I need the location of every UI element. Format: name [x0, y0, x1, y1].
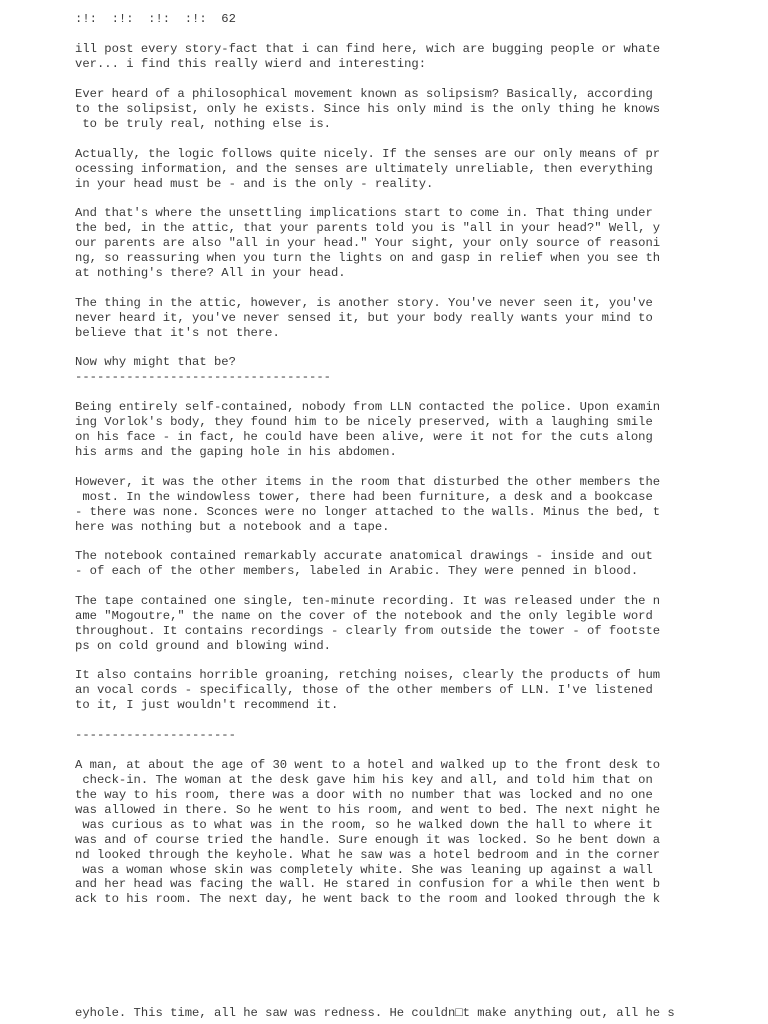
text-line: ver... i find this really wierd and interesting:: [75, 57, 427, 71]
text-line: was and of course tried the handle. Sure enough it was locked. So he bent down a: [75, 833, 661, 847]
text-line: our parents are also "all in your head." Your sight, your only source of reasoni: [75, 236, 661, 250]
text-line: Actually, the logic follows quite nicely. If the senses are our only means of pr: [75, 147, 661, 161]
text-line: and her head was facing the wall. He stared in confusion for a while then went b: [75, 877, 661, 891]
text-line: Being entirely self-contained, nobody from LLN contacted the police. Upon examin: [75, 400, 661, 414]
section-divider: -----------------------------------: [75, 370, 331, 384]
text-line: the bed, in the attic, that your parents told you is "all in your head?" Well, y: [75, 221, 661, 235]
text-line: was a woman whose skin was completely white. She was leaning up against a wall: [75, 863, 653, 877]
text-line: - there was none. Sconces were no longer attached to the walls. Minus the bed, t: [75, 505, 661, 519]
text-line: most. In the windowless tower, there had been furniture, a desk and a bookcase: [75, 490, 653, 504]
text-line: ack to his room. The next day, he went back to the room and looked through the k: [75, 892, 661, 906]
text-line: to be truly real, nothing else is.: [75, 117, 331, 131]
text-line: to the solipsist, only he exists. Since his only mind is the only thing he knows: [75, 102, 661, 116]
text-line: never heard it, you've never sensed it, but your body really wants your mind to: [75, 311, 653, 325]
text-line: ocessing information, and the senses are ultimately unreliable, then everything: [75, 162, 653, 176]
text-line: ill post every story-fact that i can find here, wich are bugging people or whate: [75, 42, 661, 56]
text-line: on his face - in fact, he could have been alive, were it not for the cuts along: [75, 430, 653, 444]
text-line: throughout. It contains recordings - clearly from outside the tower - of footste: [75, 624, 661, 638]
text-line: The notebook contained remarkably accurate anatomical drawings - inside and out: [75, 549, 653, 563]
text-line: an vocal cords - specifically, those of the other members of LLN. I've listened: [75, 683, 653, 697]
text-line: was allowed in there. So he went to his room, and went to bed. The next night he: [75, 803, 661, 817]
text-line: Now why might that be?: [75, 355, 236, 369]
text-line: check-in. The woman at the desk gave him his key and all, and told him that on: [75, 773, 653, 787]
text-line: ps on cold ground and blowing wind.: [75, 639, 331, 653]
text-line: believe that it's not there.: [75, 326, 280, 340]
text-line: It also contains horrible groaning, retching noises, clearly the products of hum: [75, 668, 661, 682]
text-line: nd looked through the keyhole. What he saw was a hotel bedroom and in the corner: [75, 848, 661, 862]
text-line: Ever heard of a philosophical movement known as solipsism? Basically, according: [75, 87, 653, 101]
text-line: to it, I just wouldn't recommend it.: [75, 698, 339, 712]
text-line: eyhole. This time, all he saw was redness. He couldn□t make anything out, all he s: [75, 1006, 675, 1020]
text-line: his arms and the gaping hole in his abdomen.: [75, 445, 397, 459]
page-header: :!: :!: :!: :!: 62: [75, 12, 236, 26]
text-line: was curious as to what was in the room, so he walked down the hall to where it: [75, 818, 653, 832]
text-line: at nothing's there? All in your head.: [75, 266, 346, 280]
text-line: here was nothing but a notebook and a tape.: [75, 520, 390, 534]
text-line: The thing in the attic, however, is another story. You've never seen it, you've: [75, 296, 653, 310]
text-line: The tape contained one single, ten-minute recording. It was released under the n: [75, 594, 661, 608]
text-line: And that's where the unsettling implications start to come in. That thing under: [75, 206, 653, 220]
text-line: - of each of the other members, labeled in Arabic. They were penned in blood.: [75, 564, 639, 578]
text-line: ing Vorlok's body, they found him to be nicely preserved, with a laughing smile: [75, 415, 653, 429]
text-line: in your head must be - and is the only - reality.: [75, 177, 434, 191]
text-line: the way to his room, there was a door with no number that was locked and no one: [75, 788, 653, 802]
text-line: ame "Mogoutre," the name on the cover of the notebook and the only legible word: [75, 609, 653, 623]
text-line: However, it was the other items in the room that disturbed the other members the: [75, 475, 661, 489]
section-divider: ----------------------: [75, 728, 236, 742]
text-line: ng, so reassuring when you turn the lights on and gasp in relief when you see th: [75, 251, 661, 265]
text-line: A man, at about the age of 30 went to a hotel and walked up to the front desk to: [75, 758, 661, 772]
